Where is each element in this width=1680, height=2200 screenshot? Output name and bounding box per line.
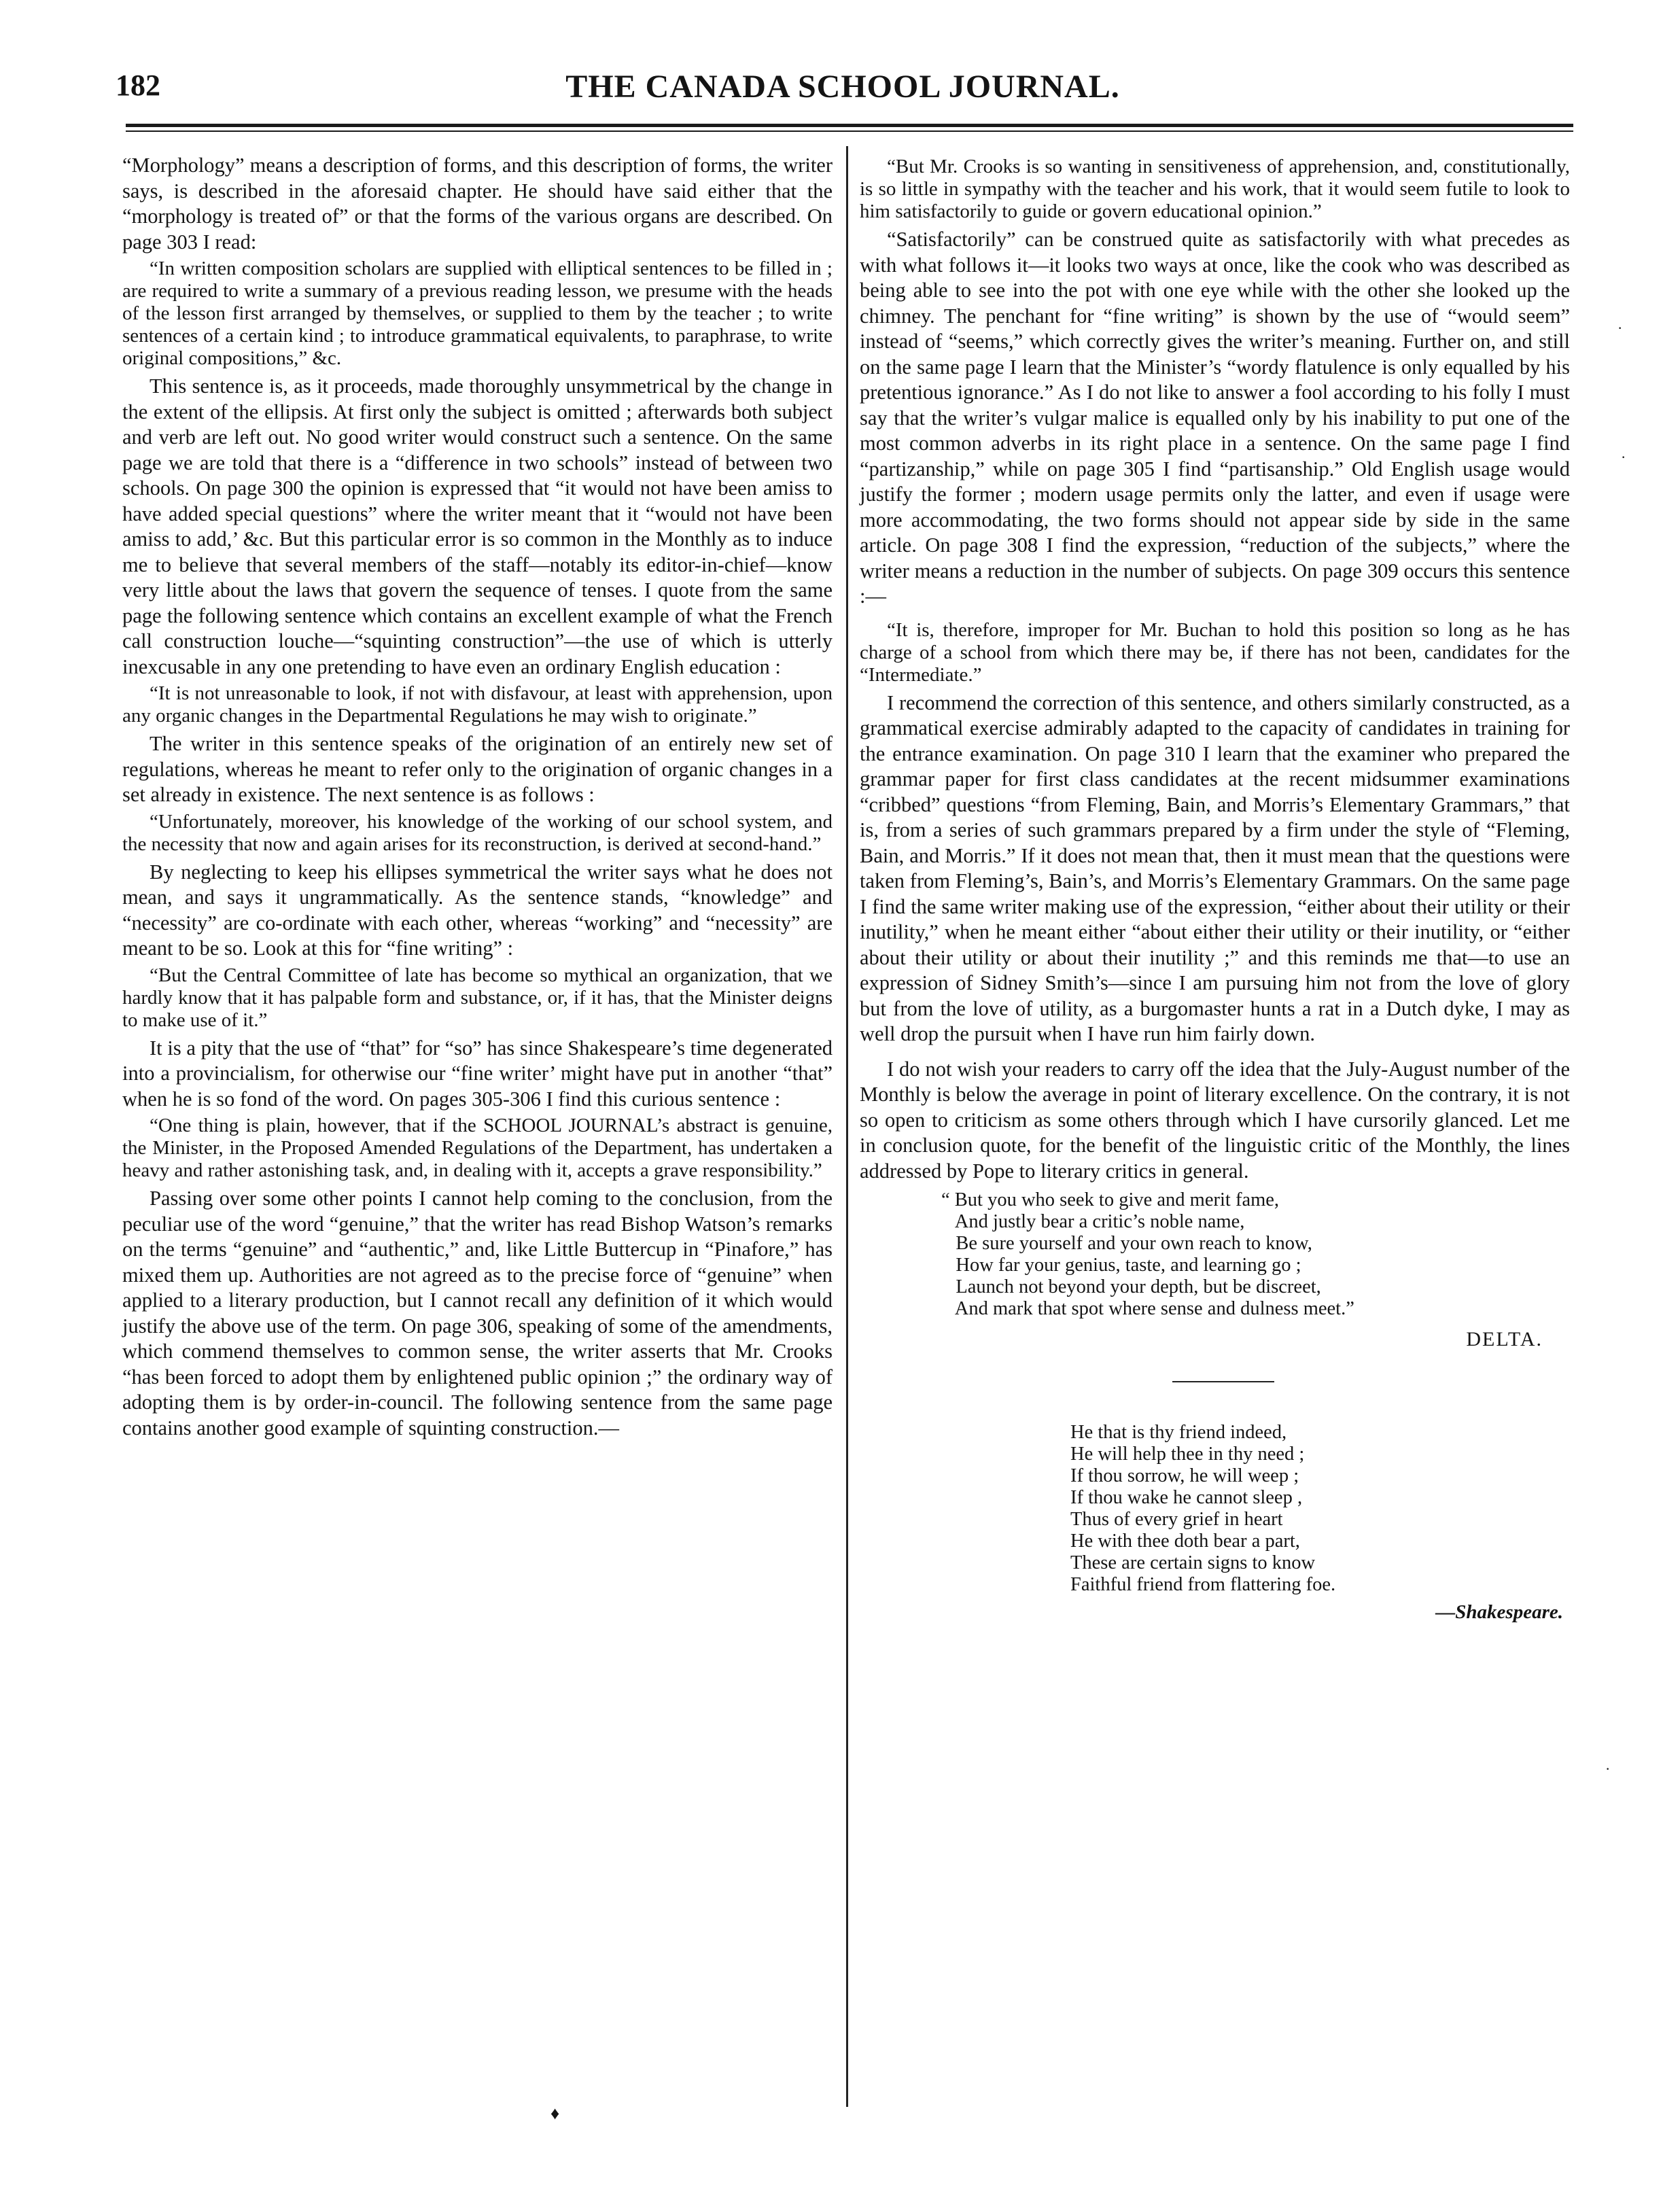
block-quotation: “But Mr. Crooks is so wanting in sensitiveness of apprehension, and, constitutionally, is so little in sympathy with the teacher and his work, that it would seem futile to look to him satisfactorily to guide or govern educational opinion.” [860, 156, 1570, 222]
poem-line: These are certain signs to know [1070, 1552, 1316, 1573]
poem-line: And justly bear a critic’s noble name, [941, 1211, 1245, 1232]
poem-line: How far your genius, taste, and learning go ; [941, 1255, 1301, 1276]
poem-line: Be sure yourself and your own reach to know, [941, 1233, 1312, 1254]
paragraph: The writer in this sentence speaks of the origination of an entirely new set of regulations, whereas he meant to refer only to the origination of organic changes in a set already in existence. The next sentence is as follows : [122, 732, 833, 806]
margin-dot: · [1605, 1760, 1611, 1777]
poem-line: If thou wake he cannot sleep , [1070, 1486, 1303, 1508]
paragraph: Passing over some other points I cannot help coming to the conclusion, from the peculiar use of the word “genuine,” that the writer has read Bishop Watson’s remarks on the terms “genuine” and “authentic,” and, like Little Buttercup in “Pinafore,” has mixed them up. Authorities are not agreed as to the precise force of “genuine” when applied to a literary production, but I cannot recall any definition of it which would justify the above use of the term. On page 306, speaking of some of the amendments, which commend themselves to common sense, the writer asserts that Mr. Crooks “has been forced to adopt them by enlightened public opinion ;” the ordinary way of adopting them is by order-in-council. The following sentence from the same page contains another good example of squinting construction.— [122, 1187, 833, 1439]
margin-dot: · [1621, 449, 1626, 466]
page-number: 182 [116, 69, 160, 102]
shakespeare-poem [1070, 1422, 1570, 1596]
poem-line: Launch not beyond your depth, but be discreet, [941, 1276, 1321, 1297]
paragraph: I recommend the correction of this sentence, and others similarly constructed, as a grammatical exercise admirably adapted to the capacity of candidates in training for the entrance examination. On page 310 I learn that the examiner who prepared the grammar paper for first class candidates at the recent midsummer examinations “cribbed” questions “from Fleming, Bain, and Morris’s Elementary Grammars,” that is, from a series of such grammars prepared by a firm under the style of “Fleming, Bain, and Morris.” If it does not mean that, then it must mean that the questions were taken from Fleming’s, Bain’s, and Morris’s Elementary Grammars. On the same page I find the same writer making use of the expression, “either about their utility or their inutility,” when he meant either “about either their utility or their inutility, or “either about their utility or about their inutility ;” and this reminds me that—to use an expression of Sidney Smith’s—since I am pursuing him not from the love of glory but from the love of utility, as a burgomaster hunts a rat in a Dutch dyke, I may as well drop the pursuit when I have run him fairly down. [860, 691, 1570, 1045]
poem-line: If thou sorrow, he will weep ; [1070, 1465, 1299, 1486]
column-divider [846, 146, 848, 2107]
page-header [102, 68, 1583, 116]
paragraph: It is a pity that the use of “that” for “so” has since Shakespeare’s time degenerated into a provincialism, for otherwise our “fine writer’ might have put in another “that” when he is so fond of the word. On pages 305-306 I find this curious sentence : [122, 1036, 833, 1111]
printer-mark: ♦ [550, 2103, 560, 2123]
margin-dot: · [1617, 319, 1623, 336]
poem-line: “ But you who seek to give and merit fame, [941, 1189, 1280, 1210]
poem-attribution: —Shakespeare. [1435, 1601, 1563, 1623]
author-signature: DELTA. [1466, 1328, 1543, 1350]
poem-line: And mark that spot where sense and dulness meet.” [941, 1298, 1354, 1319]
section-separator [1172, 1381, 1274, 1382]
poem-line: He that is thy friend indeed, [1070, 1421, 1287, 1443]
block-quotation: “One thing is plain, however, that if the SCHOOL JOURNAL’s abstract is genuine, the Minister, in the Proposed Amended Regulations of the Department, has undertaken a heavy and rather astonishing task, and, in dealing with it, accepts a grave responsibility.” [122, 1115, 833, 1181]
poem-line: He with thee doth bear a part, [1070, 1530, 1300, 1552]
journal-title: THE CANADA SCHOOL JOURNAL. [565, 69, 1120, 105]
paragraph: I do not wish your readers to carry off the idea that the July-August number of the Monthly is below the average in point of literary excellence. On the contrary, it is not so open to criticism as some others through which I have cursorily glanced. Let me in conclusion quote, for the benefit of the linguistic critic of the Monthly, the lines addressed by Pope to literary critics in general. [860, 1057, 1570, 1183]
poem-line: Faithful friend from flattering foe. [1070, 1573, 1336, 1595]
paragraph: This sentence is, as it proceeds, made thoroughly unsymmetrical by the change in the extent of the ellipsis. At first only the subject is omitted ; afterwards both subject and verb are left out. No good writer would construct such a sentence. On the same page we are told that there is a “difference in two schools” instead of between two schools. On page 300 the opinion is expressed that “it would not have been amiss to have added special questions” where the writer meant that it “would not have been amiss to add,’ &c. But this particular error is so common in the Monthly as to induce me to believe that several members of the staff—notably its editor-in-chief—know very little about the laws that govern the sequence of tenses. I quote from the same page the following sentence which contains an excellent example of what the French call construction louche—“squinting construction”—the use of which is utterly inexcusable in any one pretending to have even an ordinary English education : [122, 374, 833, 678]
block-quotation: “But the Central Committee of late has become so mythical an organization, that we hardly know that it has palpable form and substance, or, if it has, that the Minister deigns to make use of it.” [122, 964, 833, 1031]
header-rule-thin [126, 130, 1573, 132]
paragraph: By neglecting to keep his ellipses symmetrical the writer says what he does not mean, and says it ungrammatically. As the sentence stands, “knowledge” and “necessity” are co-ordinate with each other, whereas “working” and “necessity” are meant to be so. Look at this for “fine writing” : [122, 860, 833, 960]
block-quotation: “It is not unreasonable to look, if not with disfavour, at least with apprehension, upon any organic changes in the Departmental Regulations he may wish to originate.” [122, 682, 833, 727]
paragraph: “Morphology” means a description of forms, and this description of forms, the writer says, is described in the aforesaid chapter. He should have said either that the “morphology is treated of” or that the forms of the various organs are described. On page 303 I read: [122, 154, 833, 254]
left-column [122, 153, 833, 1441]
block-quotation: “In written composition scholars are supplied with elliptical sentences to be filled in ; are required to write a summary of a previous reading lesson, we presume with the heads of the lesson first arranged by themselves, or supplied to them by the teacher ; to write sentences of a certain kind ; to introduce grammatical equivalents, to paraphrase, to write original compositions,” &c. [122, 258, 833, 369]
poem-line: He will help thee in thy need ; [1070, 1443, 1305, 1465]
paragraph: “Satisfactorily” can be construed quite as satisfactorily with what precedes as with what follows it—it looks two ways at once, like the cook who was described as being able to see into the pot with one eye while with the other she looked up the chimney. The penchant for “fine writing” is shown by the use of “would seem” instead of “seems,” which correctly gives the writer’s meaning. Further on, and still on the same page I learn that the Minister’s “wordy flatulence is only equalled by his pretentious ignorance.” As I do not like to answer a fool according to his folly I must say that the writer’s vulgar malice is equalled only by his inability to put one of the most common adverbs in its right place in a sentence. On the same page I find “partizanship,” while on page 305 I find “partisanship.” Old English usage would justify the former ; modern usage permits only the latter, and even if usage were more accommodating, the two forms should not appear side by side in the same article. On page 308 I find the expression, “reduction of the subjects,” where the writer means a reduction in the number of subjects. On page 309 occurs this sentence :— [860, 228, 1570, 608]
pope-quotation [941, 1189, 1570, 1320]
block-quotation: “Unfortunately, moreover, his knowledge of the working of our school system, and the necessity that now and again arises for its reconstruction, is derived at second-hand.” [122, 810, 833, 855]
block-quotation: “It is, therefore, improper for Mr. Buchan to hold this position so long as he has charge of a school from which there may be, if there has not been, candidates for the “Intermediate.” [860, 618, 1570, 686]
header-rule-thick [126, 124, 1573, 127]
poem-line: Thus of every grief in heart [1070, 1508, 1283, 1530]
right-column [860, 153, 1570, 1625]
